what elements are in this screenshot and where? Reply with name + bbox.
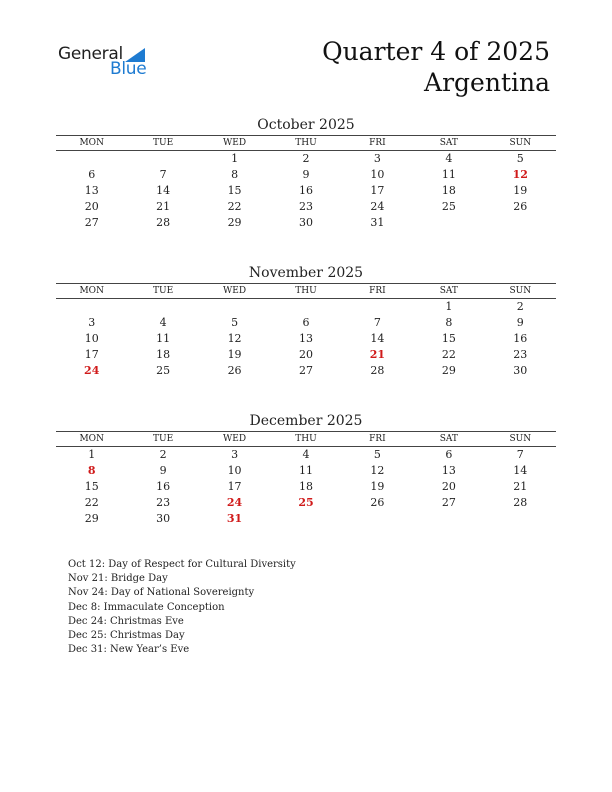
weekday-label: THU (295, 286, 317, 296)
day-cell: 17 (84, 348, 99, 361)
day-cell: 28 (370, 364, 385, 377)
day-cell: 24 (370, 200, 385, 213)
day-cell: 30 (298, 216, 313, 229)
day-cell: 11 (298, 464, 313, 477)
day-cell: 2 (516, 300, 524, 313)
weekday-label: WED (223, 138, 247, 148)
day-cell: 20 (298, 348, 313, 361)
day-cell: 12 (227, 332, 242, 345)
day-cell: 7 (373, 316, 381, 329)
page-title (322, 36, 550, 98)
weekday-label: SUN (509, 138, 532, 148)
day-cell: 7 (159, 168, 167, 181)
day-cell: 1 (231, 152, 239, 165)
holiday-day-cell: 24 (84, 364, 100, 377)
day-cell: 20 (84, 200, 99, 213)
holiday-day-cell: 24 (226, 496, 243, 509)
day-cell: 2 (159, 448, 167, 461)
weekday-label: SAT (439, 138, 458, 148)
month-october (56, 115, 556, 231)
day-cell: 28 (513, 496, 528, 509)
day-cell: 15 (227, 184, 242, 197)
generalblue-logo (58, 44, 158, 80)
weekday-header (56, 135, 556, 151)
weekday-label: WED (223, 286, 247, 296)
day-cell: 16 (156, 480, 171, 493)
weekday-label: TUE (153, 434, 174, 444)
day-cell: 2 (302, 152, 310, 165)
day-cell: 18 (298, 480, 313, 493)
day-cell: 8 (231, 168, 239, 181)
day-cell: 30 (513, 364, 528, 377)
weekday-label: MON (79, 138, 104, 148)
weekday-label: SAT (439, 286, 458, 296)
logo-word-blue: Blue (110, 59, 147, 79)
month-november (56, 263, 556, 379)
weekday-header (56, 283, 556, 299)
day-cell: 17 (370, 184, 385, 197)
day-cell: 28 (156, 216, 171, 229)
day-cell: 31 (370, 216, 385, 229)
day-cell: 18 (156, 348, 171, 361)
day-cell: 10 (370, 168, 385, 181)
day-cell: 14 (370, 332, 385, 345)
empty-day-cell (56, 151, 127, 167)
empty-day-cell (270, 299, 341, 315)
empty-day-cell (199, 299, 270, 315)
day-cell: 21 (513, 480, 528, 493)
day-grid (56, 299, 556, 379)
day-grid (56, 447, 556, 527)
holiday-list (68, 558, 296, 657)
day-cell: 22 (84, 496, 99, 509)
month-title: October 2025 (257, 117, 355, 133)
weekday-label: FRI (369, 434, 386, 444)
day-cell: 20 (441, 480, 456, 493)
day-cell: 9 (302, 168, 310, 181)
holiday-day-cell: 8 (87, 464, 96, 477)
day-cell: 4 (302, 448, 310, 461)
day-cell: 27 (84, 216, 99, 229)
weekday-header (56, 431, 556, 447)
day-cell: 25 (156, 364, 171, 377)
day-cell: 5 (373, 448, 381, 461)
day-cell: 27 (441, 496, 456, 509)
day-cell: 1 (88, 448, 96, 461)
day-cell: 6 (445, 448, 453, 461)
day-cell: 29 (227, 216, 242, 229)
weekday-label: TUE (153, 286, 174, 296)
day-cell: 5 (516, 152, 524, 165)
day-cell: 29 (441, 364, 456, 377)
month-december (56, 411, 556, 527)
day-cell: 13 (84, 184, 99, 197)
empty-day-cell (127, 151, 198, 167)
day-cell: 9 (159, 464, 167, 477)
day-cell: 8 (445, 316, 453, 329)
weekday-label: MON (79, 434, 104, 444)
day-cell: 7 (516, 448, 524, 461)
holiday-day-cell: 21 (369, 348, 386, 361)
day-cell: 16 (513, 332, 528, 345)
day-cell: 1 (445, 300, 453, 313)
day-cell: 3 (88, 316, 96, 329)
day-cell: 18 (441, 184, 456, 197)
title-country: Argentina (424, 68, 550, 97)
empty-day-cell (127, 299, 198, 315)
holiday-item: Oct 12: Day of Respect for Cultural Diversity (68, 559, 296, 570)
day-cell: 6 (302, 316, 310, 329)
day-cell: 17 (227, 480, 242, 493)
day-cell: 19 (513, 184, 528, 197)
day-cell: 15 (441, 332, 456, 345)
day-cell: 29 (84, 512, 99, 525)
logo-word-general: General (58, 44, 123, 64)
day-cell: 27 (298, 364, 313, 377)
day-cell: 3 (373, 152, 381, 165)
day-cell: 23 (156, 496, 171, 509)
day-cell: 19 (370, 480, 385, 493)
day-cell: 15 (84, 480, 99, 493)
weekday-label: THU (295, 434, 317, 444)
day-cell: 26 (370, 496, 385, 509)
empty-day-cell (56, 299, 127, 315)
day-cell: 14 (513, 464, 528, 477)
weekday-label: SUN (509, 434, 532, 444)
day-cell: 10 (227, 464, 242, 477)
holiday-item: Dec 25: Christmas Day (68, 630, 185, 642)
day-cell: 11 (441, 168, 456, 181)
weekday-label: FRI (369, 286, 386, 296)
holiday-item: Dec 31: New Year’s Eve (68, 644, 190, 656)
weekday-label: SAT (439, 434, 458, 444)
holiday-item: Dec 24: Christmas Eve (68, 615, 184, 627)
day-cell: 4 (445, 152, 453, 165)
day-cell: 16 (298, 184, 313, 197)
day-cell: 22 (227, 200, 242, 213)
weekday-label: FRI (369, 138, 386, 148)
day-cell: 14 (156, 184, 171, 197)
weekday-label: SUN (509, 286, 532, 296)
weekday-label: THU (295, 138, 317, 148)
day-cell: 23 (298, 200, 313, 213)
weekday-label: TUE (153, 138, 174, 148)
day-cell: 12 (370, 464, 385, 477)
day-cell: 25 (441, 200, 456, 213)
day-grid (56, 151, 556, 231)
day-cell: 21 (156, 200, 171, 213)
day-cell: 22 (441, 348, 456, 361)
day-cell: 26 (513, 200, 528, 213)
holiday-item: Dec 8: Immaculate Conception (68, 601, 225, 613)
day-cell: 5 (231, 316, 239, 329)
title-quarter: Quarter 4 of 2025 (322, 37, 550, 66)
weekday-label: MON (79, 286, 104, 296)
empty-day-cell (342, 299, 413, 315)
day-cell: 19 (227, 348, 242, 361)
day-cell: 13 (441, 464, 456, 477)
holiday-day-cell: 12 (512, 168, 528, 181)
day-cell: 13 (298, 332, 313, 345)
weekday-label: WED (223, 434, 247, 444)
holiday-item: Nov 21: Bridge Day (68, 573, 168, 585)
day-cell: 30 (156, 512, 171, 525)
day-cell: 10 (84, 332, 99, 345)
holiday-day-cell: 25 (298, 496, 314, 509)
month-title: November 2025 (248, 265, 364, 281)
day-cell: 23 (513, 348, 528, 361)
day-cell: 3 (231, 448, 239, 461)
month-title: December 2025 (249, 413, 363, 429)
day-cell: 9 (516, 316, 524, 329)
day-cell: 26 (227, 364, 242, 377)
day-cell: 11 (156, 332, 171, 345)
holiday-day-cell: 31 (226, 512, 243, 525)
holiday-item: Nov 24: Day of National Sovereignty (68, 587, 255, 599)
day-cell: 4 (159, 316, 167, 329)
day-cell: 6 (88, 168, 96, 181)
